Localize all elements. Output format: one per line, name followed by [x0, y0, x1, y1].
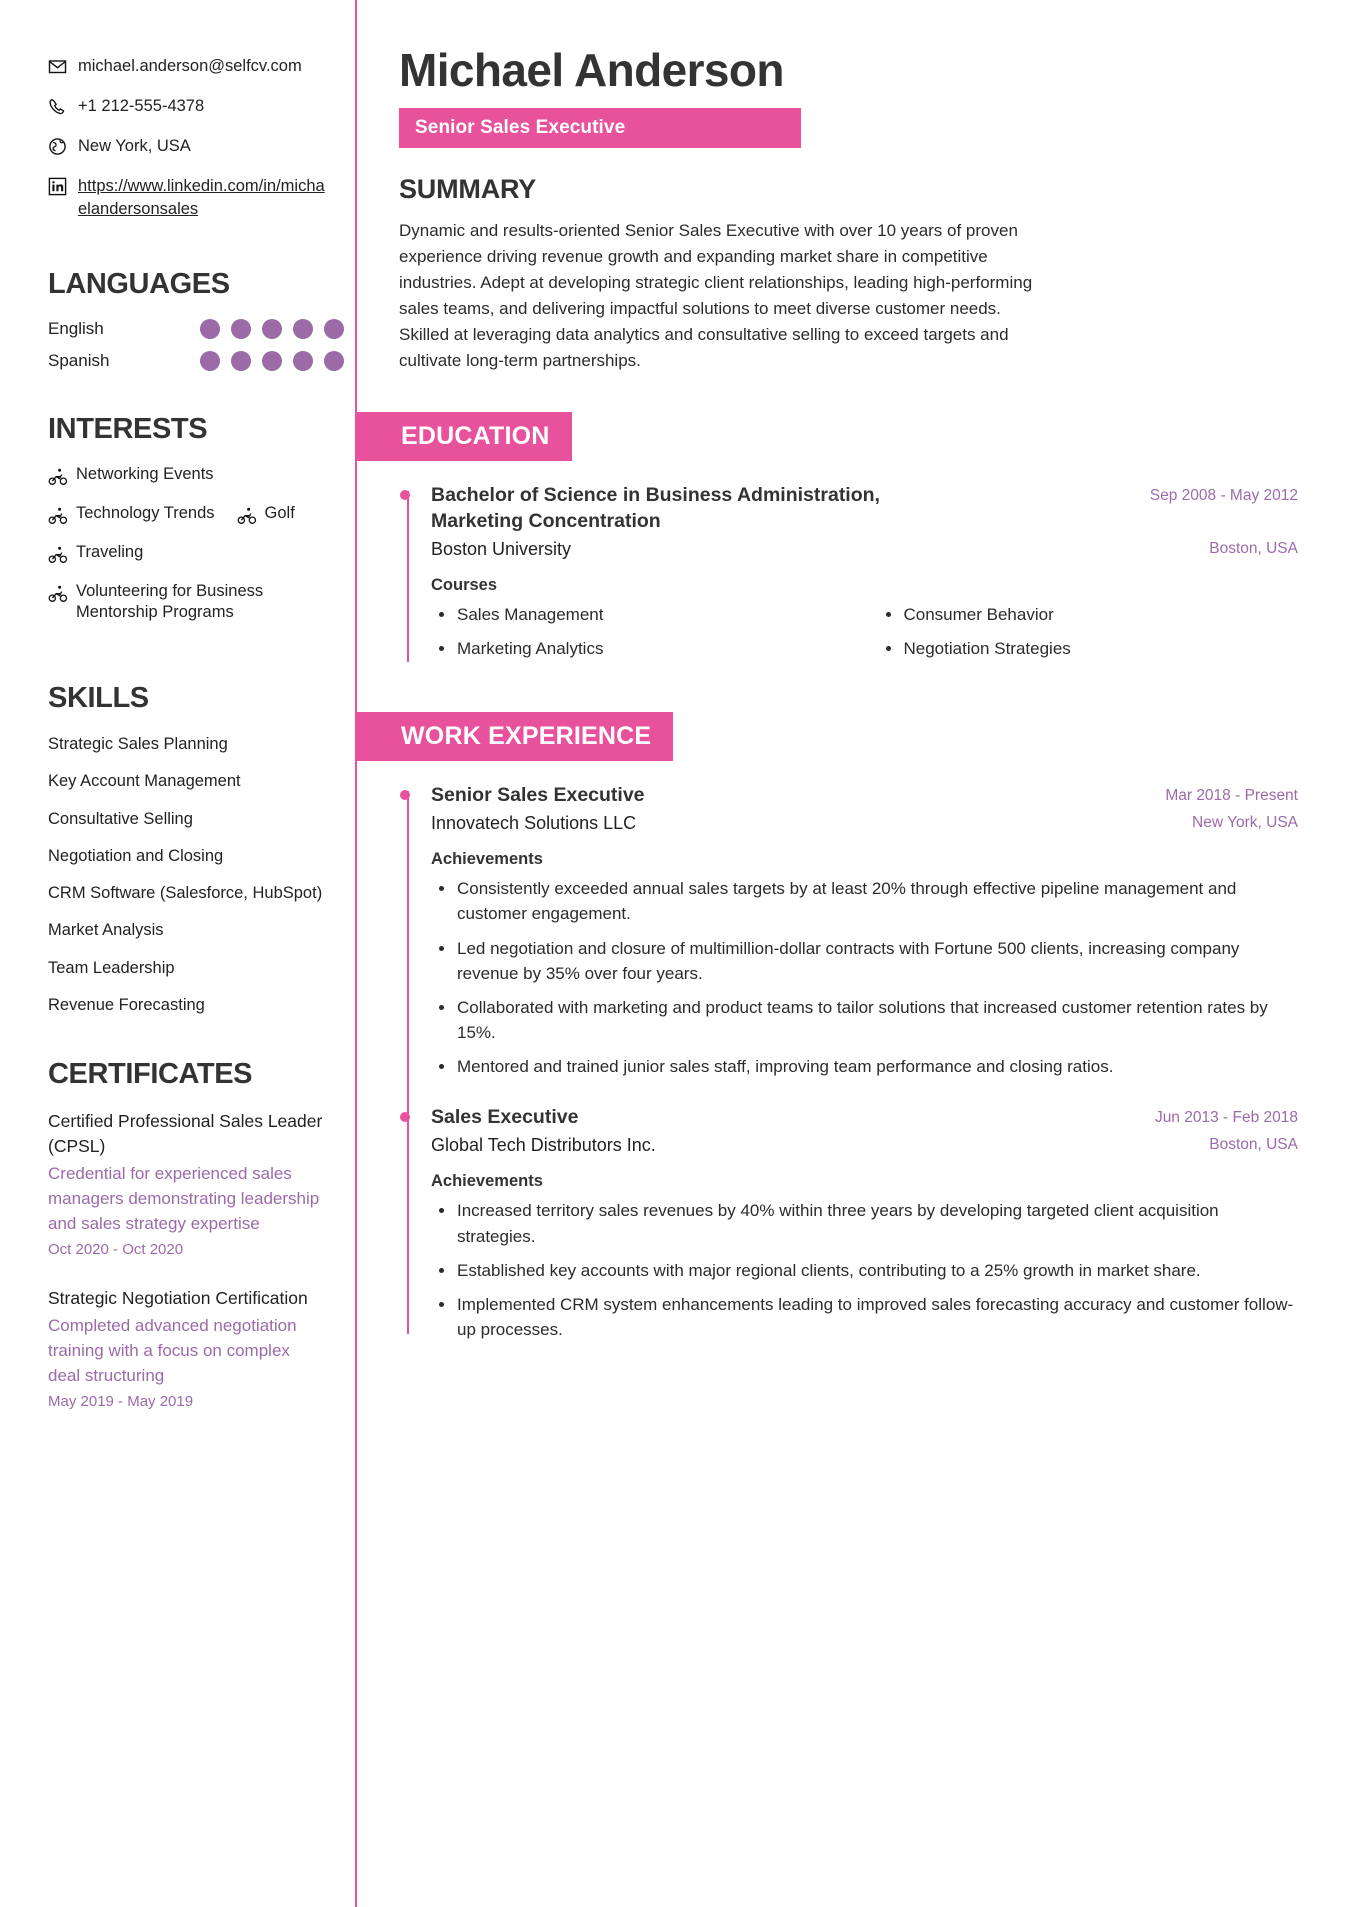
language-item-spanish — [48, 351, 325, 371]
achievement-item: Consistently exceeded annual sales targets by at least 20% through effective pipeline management and customer engagement. — [431, 876, 1298, 926]
achievement-item: Mentored and trained junior sales staff, improving team performance and closing ratios. — [431, 1054, 1298, 1079]
summary-text: Dynamic and results-oriented Senior Sales Executive with over 10 years of proven experience driving revenue growth and expanding market share in competitive industries. Adept at developing strategic client relationships, leading high-performing sales teams, and delivering impactful solutions to meet diverse customer needs. Skilled at leveraging data analytics and consultative selling to exceed targets and cultivate long-term partnerships. — [399, 220, 1033, 370]
course-item: Sales Management — [431, 602, 852, 627]
education-section — [399, 374, 1298, 670]
skill-item: Key Account Management — [48, 772, 241, 791]
phone-icon — [48, 97, 67, 116]
interest-label: Volunteering for Business Mentorship Programs — [76, 581, 264, 622]
linkedin-icon — [48, 177, 67, 196]
contact-email[interactable] — [48, 55, 325, 79]
sidebar — [0, 0, 355, 1494]
summary-section — [399, 174, 1298, 374]
courses-list — [431, 602, 1298, 670]
languages-heading: LANGUAGES — [48, 267, 230, 300]
skill-item: Market Analysis — [48, 921, 164, 940]
education-location: Boston, USA — [1209, 539, 1298, 557]
certificate-title: Strategic Negotiation Certification — [48, 1287, 308, 1308]
language-item-english — [48, 319, 325, 339]
certificate-description: Credential for experienced sales managers demonstrating leadership and sales strategy expertise — [48, 1163, 320, 1233]
achievement-item: Collaborated with marketing and product teams to tailor solutions that increased customer retention rates by 15%. — [431, 995, 1298, 1045]
course-item: Consumer Behavior — [878, 602, 1299, 627]
work-experience-heading: WORK EXPERIENCE — [355, 712, 673, 761]
skill-item: Revenue Forecasting — [48, 996, 205, 1014]
skills-heading: SKILLS — [48, 682, 149, 715]
language-name: English — [48, 318, 104, 338]
contact-linkedin[interactable] — [48, 175, 325, 222]
work-location: Boston, USA — [1209, 1136, 1298, 1154]
education-entry — [431, 483, 1298, 670]
skills-section — [48, 682, 325, 1016]
contact-location-text: New York, USA — [78, 136, 191, 155]
interest-label: Golf — [264, 503, 295, 522]
language-name: Spanish — [48, 350, 110, 370]
skill-item: Strategic Sales Planning — [48, 735, 228, 754]
certificate-description: Completed advanced negotiation training with a focus on complex deal structuring — [48, 1315, 297, 1385]
interest-item — [48, 581, 325, 625]
main-column — [355, 0, 1350, 1391]
course-item: Negotiation Strategies — [878, 636, 1299, 661]
work-location: New York, USA — [1192, 814, 1298, 832]
interest-label: Networking Events — [76, 464, 214, 483]
achievements-list — [431, 876, 1298, 1079]
education-timeline — [399, 483, 1298, 670]
job-title-badge: Senior Sales Executive — [399, 108, 801, 148]
education-heading: EDUCATION — [355, 412, 572, 461]
achievements-list — [431, 1198, 1298, 1342]
work-role: Senior Sales Executive — [431, 784, 645, 807]
achievement-item: Established key accounts with major regional clients, contributing to a 25% growth in market share. — [431, 1258, 1298, 1283]
certificate-date: May 2019 - May 2019 — [48, 1392, 194, 1410]
certificates-section — [48, 1058, 325, 1411]
courses-label: Courses — [431, 575, 498, 594]
work-company: Innovatech Solutions LLC — [431, 813, 637, 834]
page-title: Michael Anderson — [399, 44, 784, 96]
work-role: Sales Executive — [431, 1106, 579, 1129]
summary-heading: SUMMARY — [399, 173, 537, 204]
education-school: Boston University — [431, 538, 572, 559]
contact-list — [48, 55, 325, 222]
contact-location — [48, 135, 325, 159]
interest-item — [237, 503, 295, 526]
education-date: Sep 2008 - May 2012 — [1149, 486, 1298, 504]
work-experience-section — [399, 674, 1298, 1342]
work-timeline — [399, 783, 1298, 1342]
certificates-heading: CERTIFICATES — [48, 1058, 253, 1091]
interests-heading: INTERESTS — [48, 412, 208, 445]
achievement-item: Implemented CRM system enhancements leading to improved sales forecasting accuracy and customer follow-up processes. — [431, 1292, 1298, 1342]
certificate-item — [48, 1286, 325, 1412]
skill-item: Negotiation and Closing — [48, 846, 224, 865]
interest-label: Technology Trends — [76, 503, 215, 522]
course-item: Marketing Analytics — [431, 636, 852, 661]
bicycle-icon — [48, 467, 68, 487]
bicycle-icon — [48, 545, 68, 565]
certificate-date: Oct 2020 - Oct 2020 — [48, 1240, 184, 1258]
language-level-dots — [200, 319, 344, 339]
bicycle-icon — [48, 584, 68, 604]
contact-phone[interactable] — [48, 95, 325, 119]
interests-section — [48, 413, 325, 641]
contact-phone-text: +1 212-555-4378 — [78, 96, 205, 115]
languages-section — [48, 268, 325, 371]
bicycle-icon — [48, 506, 68, 526]
envelope-icon — [48, 57, 67, 76]
certificate-item — [48, 1109, 325, 1260]
interest-item — [48, 542, 325, 565]
work-date: Mar 2018 - Present — [1165, 787, 1298, 805]
skill-item: CRM Software (Salesforce, HubSpot) — [48, 884, 323, 903]
work-company: Global Tech Distributors Inc. — [431, 1135, 656, 1156]
interest-item — [48, 503, 215, 526]
globe-icon — [48, 137, 67, 156]
contact-email-text: michael.anderson@selfcv.com — [78, 57, 302, 75]
interest-label: Traveling — [76, 542, 144, 561]
language-level-dots — [200, 351, 344, 371]
bicycle-icon — [237, 506, 257, 526]
work-entry — [431, 1105, 1298, 1342]
achievements-label: Achievements — [431, 1172, 543, 1191]
skill-item: Team Leadership — [48, 958, 175, 977]
contact-linkedin-text[interactable]: https://www.linkedin.com/in/michaelandersonsales — [78, 176, 325, 219]
certificate-title: Certified Professional Sales Leader (CPSL) — [48, 1111, 323, 1157]
work-entry — [431, 783, 1298, 1079]
achievement-item: Increased territory sales revenues by 40% within three years by developing targeted client acquisition strategies. — [431, 1198, 1298, 1248]
education-degree: Bachelor of Science in Business Administration, Marketing Concentration — [431, 483, 880, 532]
achievement-item: Led negotiation and closure of multimillion-dollar contracts with Fortune 500 clients, increasing company revenue by 35% over four years. — [431, 936, 1298, 986]
interest-item — [48, 464, 325, 487]
work-date: Jun 2013 - Feb 2018 — [1154, 1109, 1298, 1127]
skill-item: Consultative Selling — [48, 809, 193, 828]
achievements-label: Achievements — [431, 850, 543, 869]
